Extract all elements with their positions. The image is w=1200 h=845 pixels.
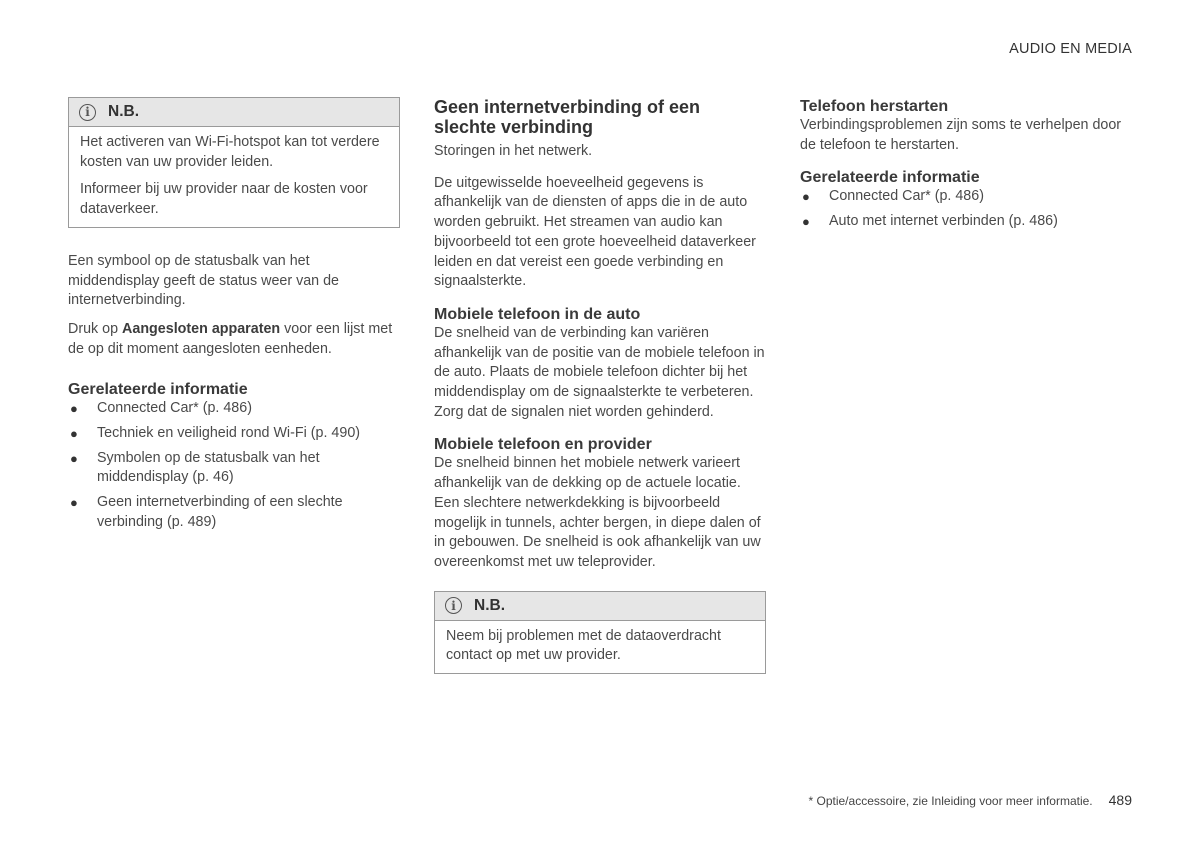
body-paragraph: De snelheid van de verbinding kan variëren afhankelijk van de positie van de mobiele telefoon in de auto. Plaats de mobiele telefoon dichter bij het middendisplay om de signaalsterkte te verbeteren. Zorg dat de signalen niet worden gehinderd. — [434, 324, 765, 420]
note-paragraph: Het activeren van Wi-Fi-hotspot kan tot verdere kosten van uw provider leiden. — [80, 134, 380, 170]
note-paragraph: Neem bij problemen met de dataoverdracht contact op met uw provider. — [446, 627, 721, 664]
note-title: N.B. — [108, 103, 139, 120]
note-paragraph: Informeer bij uw provider naar de kosten voor dataverkeer. — [80, 181, 368, 218]
body-paragraph — [68, 320, 400, 359]
bullet-icon: ● — [802, 189, 810, 205]
note-header — [69, 98, 399, 127]
column-1 — [68, 97, 400, 538]
note-box — [68, 97, 400, 228]
related-link[interactable] — [800, 212, 1130, 232]
related-link-text: Symbolen op de statusbalk van het middendisplay (p. 46) — [97, 449, 320, 486]
body-paragraph: De uitgewisselde hoeveelheid gegevens is afhankelijk van de diensten of apps die in de auto worden gebruikt. Het streamen van audio kan bijvoorbeeld tot een grote hoeveelheid dataverkeer leiden en dat vereist een goede verbinding en signaalsterkte. — [434, 174, 756, 290]
note-header — [435, 592, 765, 621]
related-link-text: Techniek en veiligheid rond Wi-Fi (p. 490) — [97, 425, 361, 442]
bullet-icon: ● — [70, 450, 78, 466]
related-link[interactable] — [68, 424, 400, 444]
note-title: N.B. — [474, 596, 505, 614]
related-heading: Gerelateerde informatie — [800, 169, 980, 187]
column-3 — [800, 97, 1130, 237]
page-footer — [809, 792, 1133, 808]
body-paragraph: De snelheid binnen het mobiele netwerk varieert afhankelijk van de dekking op de actuele locatie. Een slechtere netwerkdekking is bijvoorbeeld mogelijk in tunnels, achter bergen, in diepe dalen of in gebouwen. De snelheid is ook afhankelijk van uw overeenkomst met uw teleprovider. — [434, 455, 761, 570]
body-paragraph: Een symbool op de statusbalk van het middendisplay geeft de status weer van de internetverbinding. — [68, 252, 340, 309]
subsection-heading: Mobiele telefoon in de auto — [434, 305, 641, 323]
bullet-icon: ● — [802, 214, 810, 230]
related-list — [68, 399, 400, 532]
related-link[interactable] — [68, 399, 400, 419]
related-link-text: Connected Car* (p. 486) — [829, 188, 984, 205]
related-link[interactable] — [68, 449, 400, 488]
info-icon: i — [445, 597, 462, 614]
footnote-text: * Optie/accessoire, zie Inleiding voor meer informatie. — [808, 794, 1093, 808]
page-header-title: AUDIO EN MEDIA — [1009, 41, 1132, 57]
section-subtitle: Storingen in het netwerk. — [434, 143, 593, 159]
page-number: 489 — [1108, 792, 1132, 808]
related-link-text: Geen internetverbinding of een slechte verbinding (p. 489) — [97, 494, 343, 530]
related-heading: Gerelateerde informatie — [68, 381, 248, 399]
related-link[interactable] — [800, 187, 1130, 207]
related-link-text: Auto met internet verbinden (p. 486) — [829, 213, 1058, 230]
subsection-heading: Mobiele telefoon en provider — [434, 436, 652, 454]
column-2 — [434, 97, 766, 674]
text-run: voor een lijst met de op dit moment aangesloten eenheden. — [68, 320, 393, 357]
subsection-heading: Telefoon herstarten — [800, 98, 949, 115]
body-paragraph: Verbindingsproblemen zijn soms te verhelpen door de telefoon te herstarten. — [800, 117, 1122, 153]
related-list — [800, 187, 1130, 231]
related-link[interactable] — [68, 493, 400, 532]
bullet-icon: ● — [70, 426, 78, 442]
note-body — [435, 621, 765, 673]
ui-term: Aangesloten apparaten — [122, 320, 281, 337]
section-title: Geen internetverbinding of een slechte verbinding — [434, 97, 701, 137]
related-link-text: Connected Car* (p. 486) — [97, 400, 252, 417]
info-icon: i — [79, 104, 96, 121]
bullet-icon: ● — [70, 401, 78, 417]
bullet-icon: ● — [70, 495, 78, 511]
text-run: Druk op — [68, 320, 123, 337]
note-box — [434, 591, 766, 674]
note-body — [69, 127, 399, 227]
